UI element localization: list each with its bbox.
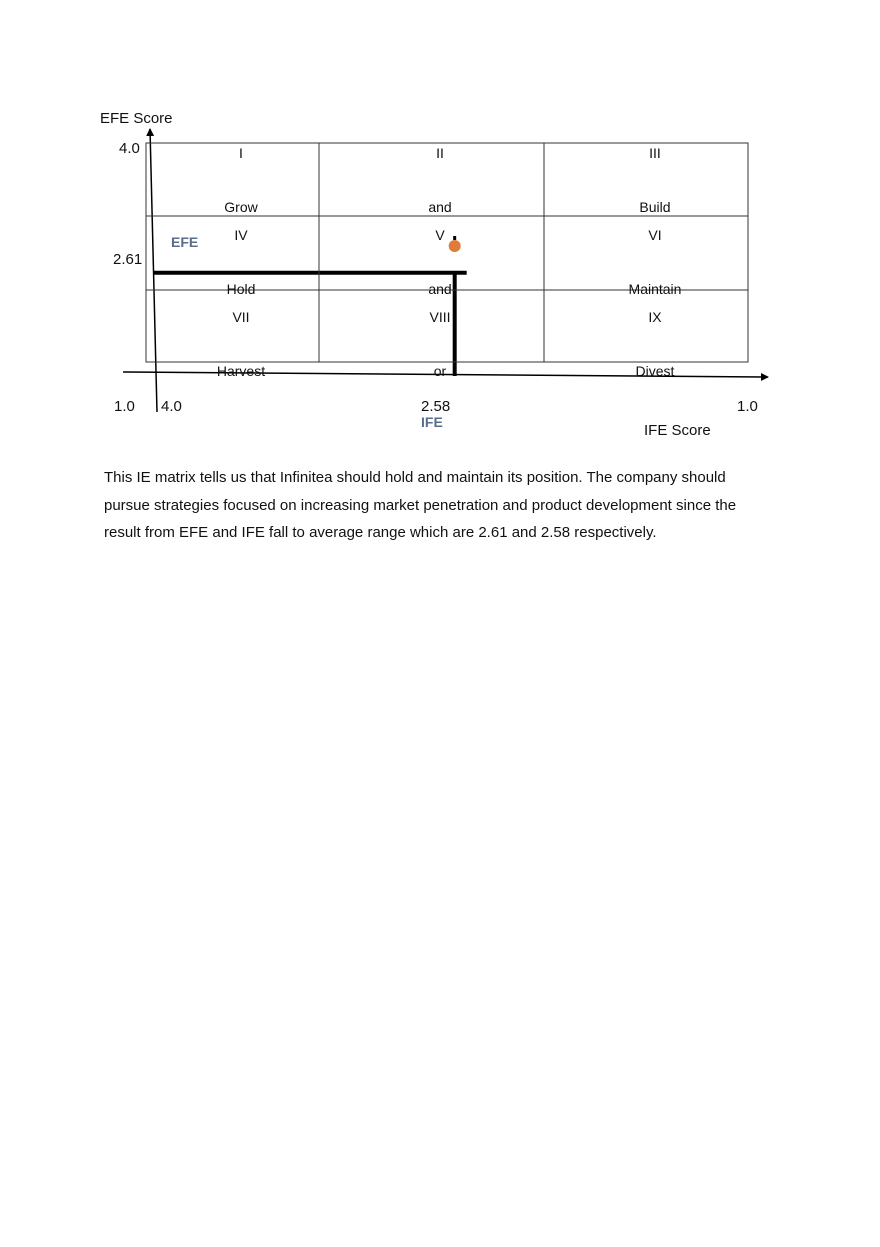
cell-numeral-v: V [435, 227, 445, 243]
paragraph-line-1: This IE matrix tells us that Infinitea should hold and maintain its position. The company should [104, 469, 726, 486]
cell-numeral-viii: VIII [429, 309, 451, 325]
x-tick-value: 2.58 [421, 398, 451, 415]
cell-numeral-ii: II [436, 145, 444, 161]
y-tick-value: 2.61 [113, 251, 143, 268]
y-tick-min: 1.0 [114, 398, 135, 415]
paragraph-line-3: result from EFE and IFE fall to average range which are 2.61 and 2.58 respectively. [104, 524, 657, 541]
x-tick-max: 4.0 [161, 398, 182, 415]
cell-numeral-i: I [239, 145, 243, 161]
y-axis-line [150, 129, 157, 412]
cell-numeral-vi: VI [648, 227, 662, 243]
matrix-outer-border [146, 143, 748, 362]
cell-numeral-ix: IX [648, 309, 662, 325]
x-axis-title: IFE Score [644, 422, 711, 439]
cell-numeral-vii: VII [232, 309, 250, 325]
body-paragraph [104, 464, 776, 547]
ie-position-point [449, 240, 461, 252]
ie-matrix-chart [0, 0, 880, 450]
cell-numeral-iv: IV [234, 227, 248, 243]
cell-word-maintain: Maintain [628, 281, 682, 297]
cell-word-and-2: and [428, 281, 452, 297]
x-tick-min: 1.0 [737, 398, 758, 415]
cell-word-hold: Hold [226, 281, 256, 297]
cell-word-divest: Divest [635, 363, 675, 379]
cell-word-build: Build [639, 199, 671, 215]
y-tick-max: 4.0 [119, 140, 140, 157]
cell-word-grow: Grow [224, 199, 258, 215]
matrix-grid [217, 145, 682, 379]
y-axis-title: EFE Score [100, 110, 173, 127]
ife-marker-label: IFE [421, 414, 443, 430]
cell-word-or: or [433, 363, 447, 379]
cell-numeral-iii: III [649, 145, 661, 161]
cell-word-and-1: and [428, 199, 452, 215]
paragraph-line-2: pursue strategies focused on increasing market penetration and product development since the [104, 496, 737, 514]
cell-word-harvest: Harvest [216, 363, 266, 379]
efe-marker-label: EFE [171, 234, 199, 250]
